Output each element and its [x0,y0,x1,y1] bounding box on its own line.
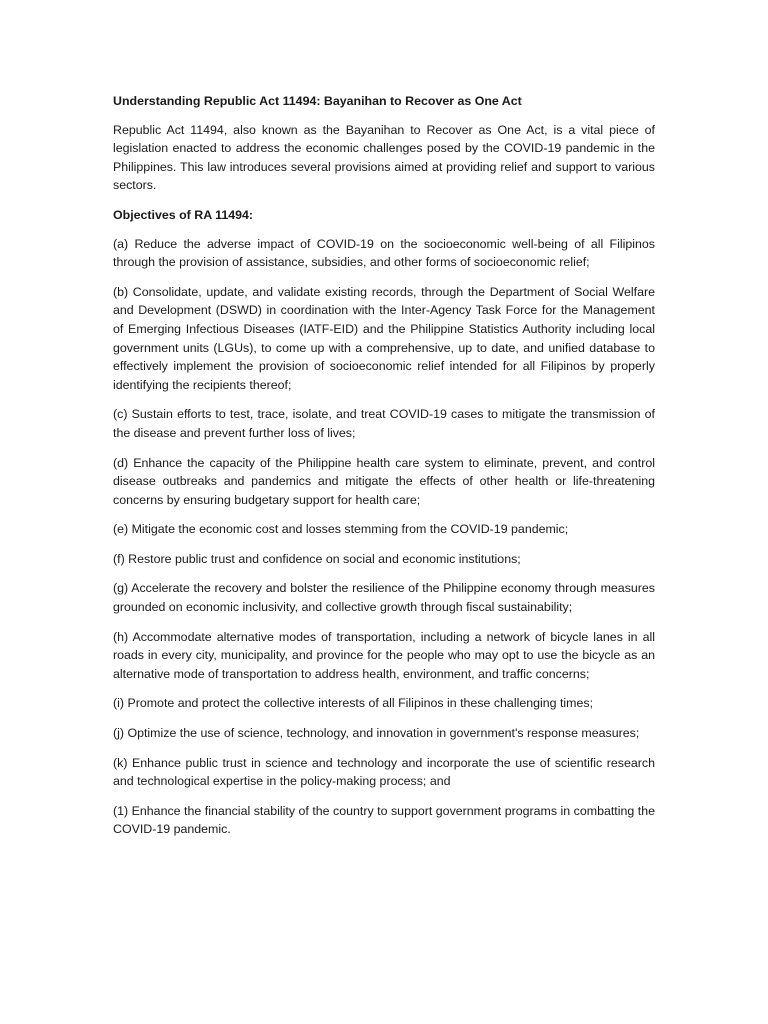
intro-paragraph: Republic Act 11494, also known as the Bayanihan to Recover as One Act, is a vital piece of legislation enacted to address the economic challenges posed by the COVID-19 pandemic in the Philippines. This law introduces several provisions aimed at providing relief and support to various sectors. [113,122,655,193]
objective-e: (e) Mitigate the economic cost and losses stemming from the COVID-19 pandemic; [113,522,569,537]
objective-l: (1) Enhance the financial stability of the country to support government programs in combatting the COVID-19 pandemic. [113,803,655,837]
objectives-heading: Objectives of RA 11494: [113,207,254,222]
document-title: Understanding Republic Act 11494: Bayanihan to Recover as One Act [113,94,522,108]
objective-i: (i) Promote and protect the collective interests of all Filipinos in these challenging times; [113,696,594,711]
objective-b: (b) Consolidate, update, and validate existing records, through the Department of Social Welfare and Development (DSWD) in coordination with the Inter-Agency Task Force for the Management of Emerging Infectious Diseases (IATF-EID) and the Philippine Statistics Authority including local government units (LGUs), to come up with a comprehensive, up to date, and unified database to effectively implement the provision of socioeconomic relief intended for all Filipinos by properly identifying the recipients thereof; [113,284,655,392]
objective-g: (g) Accelerate the recovery and bolster the resilience of the Philippine economy through measures grounded on economic inclusivity, and collective growth through fiscal sustainability; [113,581,655,615]
objective-k: (k) Enhance public trust in science and technology and incorporate the use of scientific research and technological expertise in the policy-making process; and [113,755,655,789]
objective-h: (h) Accommodate alternative modes of transportation, including a network of bicycle lanes in all roads in every city, municipality, and province for the people who may opt to use the bicycle as an alternative mode of transportation to address health, environment, and traffic concerns; [113,629,655,681]
objective-f: (f) Restore public trust and confidence on social and economic institutions; [113,551,521,566]
objective-a: (a) Reduce the adverse impact of COVID-19 on the socioeconomic well-being of all Filipinos through the provision of assistance, subsidies, and other forms of socioeconomic relief; [113,236,655,270]
document-page [113,92,655,850]
objective-d: (d) Enhance the capacity of the Philippine health care system to eliminate, prevent, and control disease outbreaks and pandemics and mitigate the effects of other health or life-threatening concerns by ensuring budgetary support for health care; [113,455,655,507]
objective-c: (c) Sustain efforts to test, trace, isolate, and treat COVID-19 cases to mitigate the transmission of the disease and prevent further loss of lives; [113,407,655,440]
objective-j: (j) Optimize the use of science, technology, and innovation in government's response measures; [113,726,640,741]
